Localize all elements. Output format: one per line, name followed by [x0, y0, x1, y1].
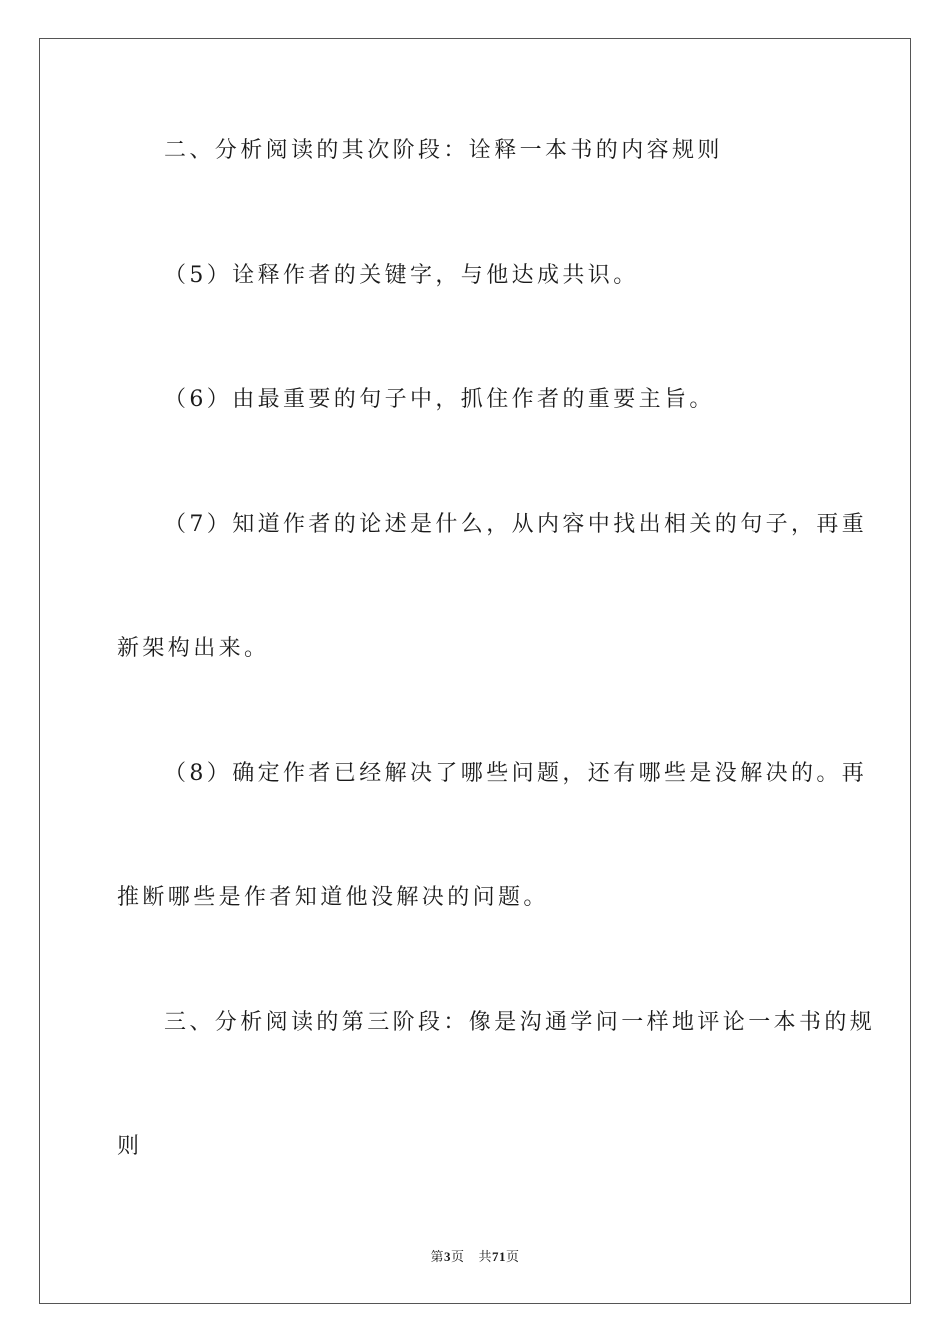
paragraph-item-7-line-1: （7）知道作者的论述是什么，从内容中找出相关的句子，再重: [164, 512, 868, 537]
page-suffix: 页: [450, 1249, 465, 1264]
section-heading-2: 二、分析阅读的其次阶段：诠释一本书的内容规则: [164, 138, 723, 163]
page-prefix: 第: [430, 1249, 444, 1264]
paragraph-item-6: （6）由最重要的句子中，抓住作者的重要主旨。: [164, 387, 715, 412]
paragraph-item-8-line-1: （8）确定作者已经解决了哪些问题，还有哪些是没解决的。再: [164, 761, 868, 786]
total-prefix: 共: [478, 1249, 493, 1264]
page-footer: [0, 1248, 950, 1266]
paragraph-item-5: （5）诠释作者的关键字，与他达成共识。: [164, 263, 639, 288]
paragraph-item-7-line-2: 新架构出来。: [117, 636, 270, 661]
total-suffix: 页: [506, 1249, 520, 1264]
total-pages: 71: [492, 1249, 507, 1264]
section-heading-3-line-2: 则: [117, 1134, 143, 1159]
section-heading-3-line-1: 三、分析阅读的第三阶段：像是沟通学问一样地评论一本书的规: [164, 1010, 876, 1035]
page-border: [39, 38, 911, 1304]
page-number: 3: [443, 1249, 451, 1264]
paragraph-item-8-line-2: 推断哪些是作者知道他没解决的问题。: [117, 885, 549, 910]
